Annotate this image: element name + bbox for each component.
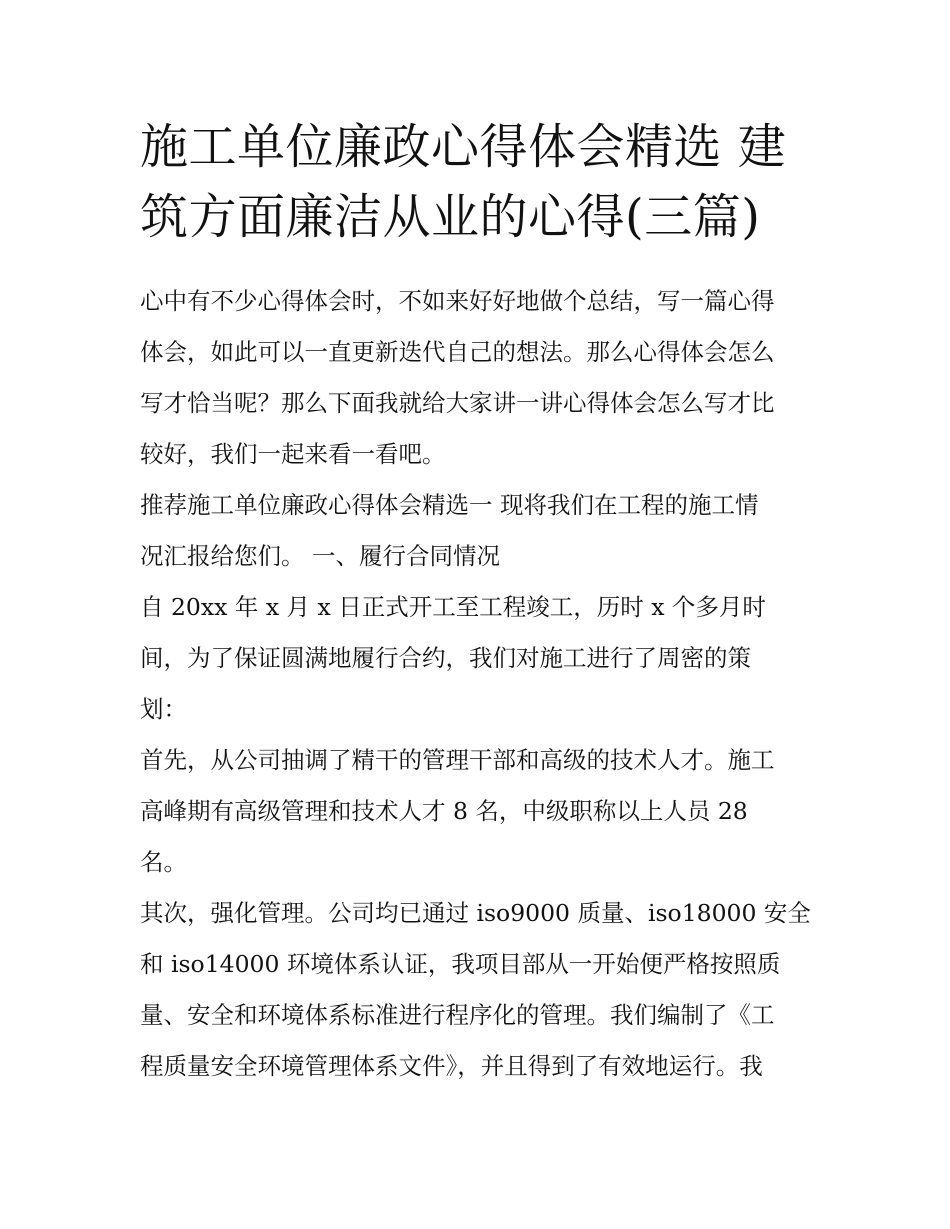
body-line-1: 心中有不少心得体会时，不如来好好地做个总结，写一篇心得 (140, 287, 775, 315)
body-line-11: 高峰期有高级管理和技术人才 8 名，中级职称以上人员 28 (140, 797, 748, 825)
body-line-10: 首先，从公司抽调了精干的管理干部和高级的技术人才。施工 (140, 746, 775, 774)
body-line-7: 自 20xx 年 x 月 x 日正式开工至工程竣工，历时 x 个多月时 (140, 593, 766, 621)
body-line-6: 况汇报给您们。 一、履行合同情况 (140, 542, 500, 570)
document-body (140, 276, 820, 1092)
body-line-5: 推荐施工单位廉政心得体会精选一 现将我们在工程的施工情 (140, 491, 759, 519)
body-line-16: 程质量安全环境管理体系文件》，并且得到了有效地运行。我 (140, 1052, 763, 1080)
document-title (140, 112, 820, 252)
body-line-3: 写才恰当呢？那么下面我就给大家讲一讲心得体会怎么写才比 (140, 389, 775, 417)
body-line-4: 较好，我们一起来看一看吧。 (140, 440, 446, 468)
body-line-2: 体会，如此可以一直更新迭代自己的想法。那么心得体会怎么 (140, 338, 775, 366)
body-line-13: 其次，强化管理。公司均已通过 iso9000 质量、iso18000 安全 (140, 899, 811, 927)
body-line-15: 量、安全和环境体系标准进行程序化的管理。我们编制了《工 (140, 1001, 775, 1029)
title-line-2: 筑方面廉洁从业的心得(三篇) (140, 189, 761, 245)
body-line-14: 和 iso14000 环境体系认证，我项目部从一开始便严格按照质 (140, 950, 781, 978)
title-line-1: 施工单位廉政心得体会精选 建 (140, 119, 787, 175)
body-line-12: 名。 (140, 848, 187, 876)
body-line-9: 划： (140, 695, 187, 723)
body-line-8: 间，为了保证圆满地履行合约，我们对施工进行了周密的策 (140, 644, 751, 672)
